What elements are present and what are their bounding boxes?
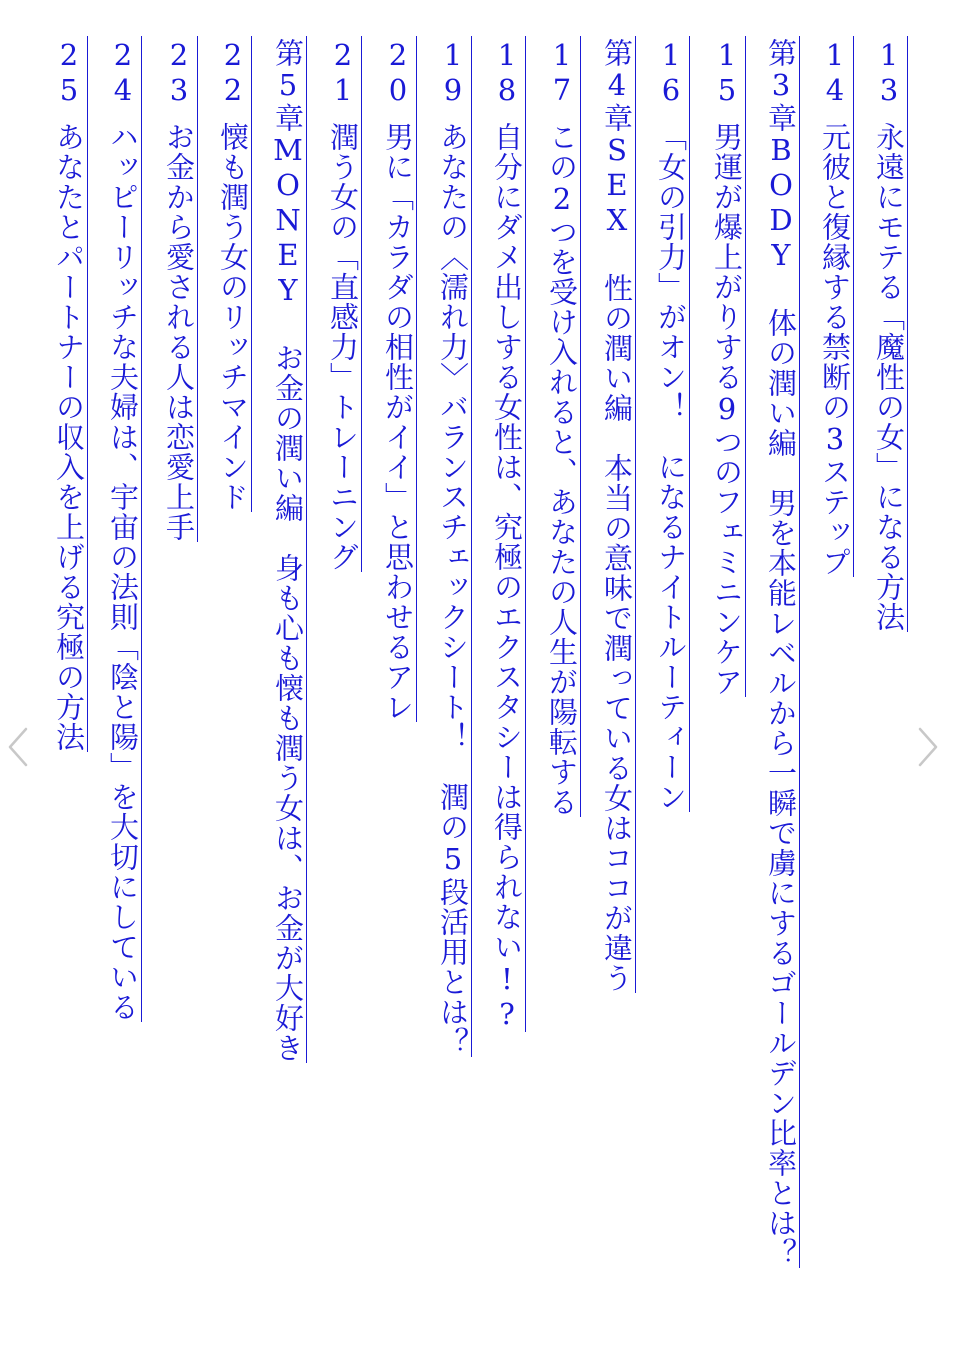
toc-entry[interactable] bbox=[654, 36, 690, 812]
previous-page-button[interactable] bbox=[4, 725, 32, 769]
chevron-left-icon bbox=[4, 725, 32, 769]
chevron-right-icon bbox=[914, 725, 942, 769]
toc-entry-title: 「女の引力」がオン！ になるナイトルーティーン bbox=[654, 122, 688, 812]
toc-chapter-heading[interactable] bbox=[600, 36, 636, 993]
toc-chapter-heading[interactable] bbox=[764, 36, 800, 1268]
toc-entry[interactable] bbox=[162, 36, 198, 542]
toc-entry-title: 懐も潤う女のリッチマインド bbox=[216, 122, 250, 512]
toc-entry-number: 13 bbox=[872, 38, 906, 108]
toc-entry[interactable] bbox=[216, 36, 252, 512]
toc-entry-title: 男運が爆上がりする9つのフェミニンケア bbox=[710, 122, 744, 697]
toc-entry-title: 永遠にモテる「魔性の女」になる方法 bbox=[872, 122, 906, 632]
toc-chapter-number: 第5章 bbox=[271, 38, 305, 133]
toc-chapter-number: 第3章 bbox=[764, 38, 798, 133]
toc-entry-title: ハッピーリッチな夫婦は、宇宙の法則「陰と陽」を大切にしている bbox=[106, 122, 140, 1022]
toc-entry-title: あなたの〈濡れ力〉バランスチェックシート！ 潤の5段活用とは？ bbox=[436, 122, 470, 1057]
toc-entry[interactable] bbox=[818, 36, 854, 577]
toc-entry-number: 17 bbox=[545, 38, 579, 108]
toc-chapter-title: BODY 体の潤い編 男を本能レベルから一瞬で虜にするゴールデン比率とは？ bbox=[764, 133, 798, 1268]
toc-entry-number: 19 bbox=[436, 38, 470, 108]
toc-entry-title: あなたとパートナーの収入を上げる究極の方法 bbox=[52, 122, 86, 752]
toc-entry-title: 潤う女の「直感力」トレーニング bbox=[326, 122, 360, 572]
toc-chapter-title: SEX 性の潤い編 本当の意味で潤っている女はココが違う bbox=[600, 133, 634, 993]
toc-entry-title: 元彼と復縁する禁断の3ステップ bbox=[818, 122, 852, 577]
toc-entry-number: 25 bbox=[52, 38, 86, 108]
toc-chapter-title: MONEY お金の潤い編 身も心も懐も潤う女は、お金が大好き bbox=[271, 133, 305, 1063]
toc-entry-number: 22 bbox=[216, 38, 250, 108]
toc-entry-number: 24 bbox=[106, 38, 140, 108]
toc-entry[interactable] bbox=[381, 36, 417, 722]
toc-entry-number: 20 bbox=[381, 38, 415, 108]
toc-entry-number: 14 bbox=[818, 38, 852, 108]
toc-entry-number: 23 bbox=[162, 38, 196, 108]
toc-entry[interactable] bbox=[710, 36, 746, 697]
toc-entry-title: お金から愛される人は恋愛上手 bbox=[162, 122, 196, 542]
toc-entry[interactable] bbox=[490, 36, 526, 1032]
toc-entry[interactable] bbox=[52, 36, 88, 752]
toc-entry[interactable] bbox=[545, 36, 581, 817]
toc-entry[interactable] bbox=[872, 36, 908, 632]
toc-entry-number: 16 bbox=[654, 38, 688, 108]
toc-entry[interactable] bbox=[436, 36, 472, 1057]
toc-entry-title: 自分にダメ出しする女性は、究極のエクスタシーは得られない!? bbox=[490, 122, 524, 1032]
toc-entry-title: 男に「カラダの相性がイイ」と思わせるアレ bbox=[381, 122, 415, 722]
toc-chapter-heading[interactable] bbox=[271, 36, 307, 1063]
toc-entry-title: この2つを受け入れると、あなたの人生が陽転する bbox=[545, 122, 579, 817]
toc-entry-number: 21 bbox=[326, 38, 360, 108]
toc-entry[interactable] bbox=[326, 36, 362, 572]
toc-entry[interactable] bbox=[106, 36, 142, 1022]
toc-entry-number: 18 bbox=[490, 38, 524, 108]
toc-entry-number: 15 bbox=[710, 38, 744, 108]
next-page-button[interactable] bbox=[914, 725, 942, 769]
toc-chapter-number: 第4章 bbox=[600, 38, 634, 133]
